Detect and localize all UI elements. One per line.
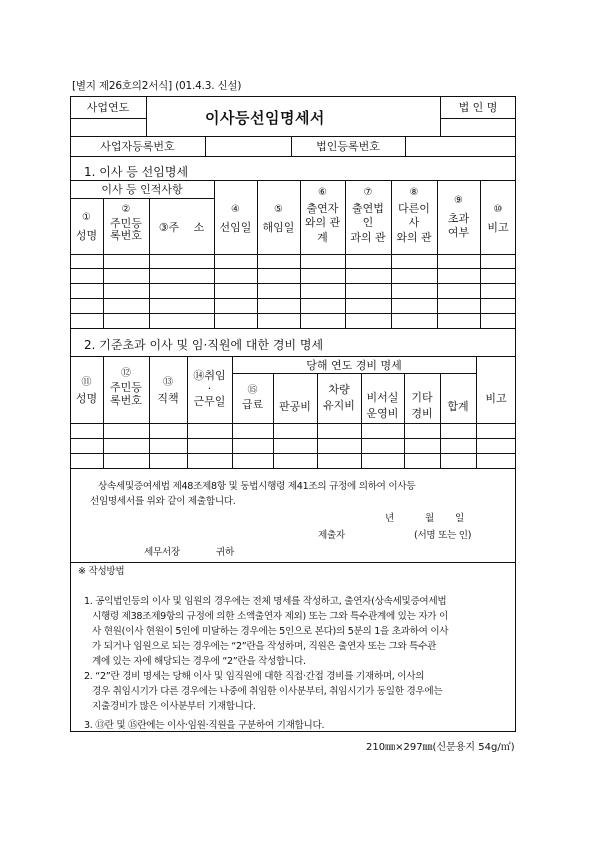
instruction-line: 2. “2”란 경비 명세는 당해 이사 및 임직원에 대한 직접·간접 경비를 기재하며, 이사의 <box>84 671 425 682</box>
instruction-line: 지출경비가 많은 이사분부터 기재합니다. <box>92 701 256 712</box>
date-day: 일 <box>455 513 464 524</box>
col10-remarks-header: ⑩ 비고 <box>487 204 509 234</box>
recipient-label: 세무서장 <box>144 547 180 558</box>
business-year-label: 사업연도 <box>86 101 130 114</box>
section1-title: 1. 이사 등 선임명세 <box>84 165 189 179</box>
instruction-line: 계에 있는 자에 해당되는 경우에 “2”란을 작성합니다. <box>92 656 306 667</box>
instruction-line: 경우 취임시기가 다른 경우에는 나중에 취임한 이사분부터, 취임시기가 동일한 경우에는 <box>92 686 443 697</box>
form-title: 이사등선임명세서 <box>205 109 325 127</box>
instruction-line: 사 현원(이사 현원이 5인에 미달하는 경우에는 5인으로 본다)의 5분의 1을 초과하여 이사 <box>92 626 449 637</box>
col5-dismissal-date-header: ⑤ 해임일 <box>262 204 295 234</box>
signature-label: (서명 또는 인) <box>414 530 472 541</box>
honorific-label: 귀하 <box>216 547 234 558</box>
corp-name-label: 법 인 명 <box>458 101 498 114</box>
date-month: 월 <box>425 513 434 524</box>
instruction-line: 3. ⑬란 및 ⑮란에는 이사·임원·직원을 구분하여 기재합니다. <box>84 720 325 731</box>
instructions-heading: ※ 작성방법 <box>78 566 125 577</box>
col3-address-header: ③주 소 <box>158 221 205 234</box>
instruction-line: 시행령 제38조제9항의 규정에 의한 소액출연자 제외) 또는 그와 특수관계에 있는 자가 이 <box>92 611 448 622</box>
instruction-line: 가 되거나 임원으로 되는 경우에는 “2”란을 작성하며, 직원은 출연자 또는 그와 특수관 <box>92 641 437 652</box>
col9-excess-header: ⑨ 초과 여부 <box>447 195 470 240</box>
col17-vehicle-header: 차량 유지비 <box>323 383 355 412</box>
declaration-line2: 선임명세서를 위와 같이 제출합니다. <box>90 496 236 507</box>
submitter-label: 제출자 <box>318 530 345 541</box>
col6-contributor-relation-header: ⑥ 출연자 와의 관 계 <box>304 187 341 244</box>
col14-tenure-header: ⑭취임 · 근무일 <box>193 369 226 409</box>
col11-name-header: ⑪ 성명 <box>75 377 98 405</box>
col7-contributing-corp-relation-header: ⑦ 출연법 인 과의 관 <box>350 187 386 244</box>
section2-group-header: 당해 연도 경비 명세 <box>306 359 402 372</box>
col16-entertainment-header: 판공비 <box>279 400 311 413</box>
section1-group-header: 이사 등 인적사항 <box>101 183 183 196</box>
col4-appointment-date-header: ④ 선임일 <box>219 204 252 234</box>
col19-other-expense-header: 기타 경비 <box>411 391 433 420</box>
corp-reg-no-label: 법인등록번호 <box>316 140 380 153</box>
col20-total-header: 합계 <box>447 400 469 413</box>
col12-resident-no-header: ⑫ 주민등 록번호 <box>110 368 142 408</box>
declaration-line1: 상속세및증여세법 제48조제8항 및 동법시행령 제41조의 규정에 의하여 이사등 <box>98 481 416 492</box>
business-reg-no-label: 사업자등록번호 <box>100 140 175 153</box>
col8-other-director-relation-header: ⑧ 다른이 사 와의 관 <box>396 187 432 244</box>
col2-resident-no-header: ② 주민등 록번호 <box>110 204 142 243</box>
col13-position-header: ⑬ 직책 <box>157 377 179 405</box>
section2-title: 2. 기준초과 이사 및 임·직원에 대한 경비 명세 <box>84 338 324 352</box>
date-year: 년 <box>385 513 394 524</box>
col18-secretariat-header: 비서실 운영비 <box>366 391 399 420</box>
col21-remarks-header: 비고 <box>485 392 507 405</box>
col1-name-header: ① 성명 <box>75 212 98 242</box>
form-reference: [별지 제26호의2서식] (01.4.3. 신설) <box>72 80 242 92</box>
col15-salary-header: ⑮ 급료 <box>241 385 264 411</box>
paper-spec-footer: 210㎜×297㎜(신문용지 54g/㎡) <box>366 742 515 753</box>
instruction-line: 1. 공익법인등의 이사 및 임원의 경우에는 전체 명세를 작성하고, 출연자(상속세및증여세법 <box>84 596 447 607</box>
